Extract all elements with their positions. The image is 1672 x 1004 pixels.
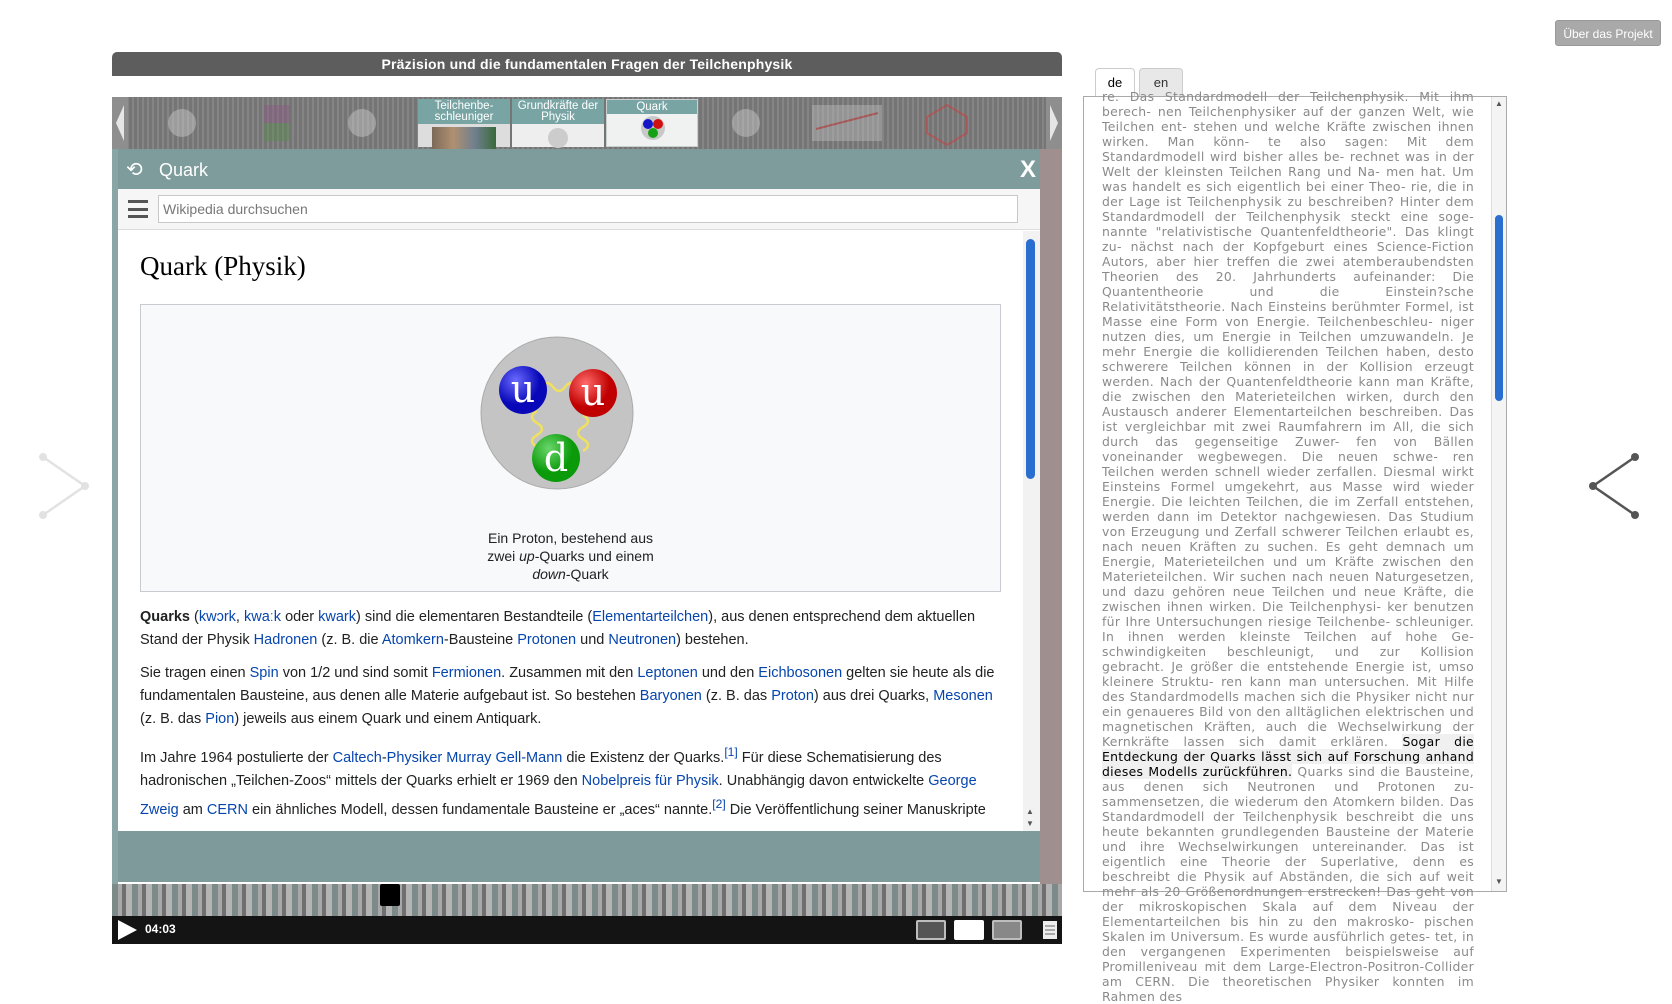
bold-term: Quarks — [140, 609, 190, 625]
close-icon[interactable]: X — [1019, 156, 1036, 183]
scroll-down-icon[interactable]: ▼ — [1026, 819, 1034, 828]
video-player — [112, 52, 1062, 936]
thumbnail-label: Teilchenbe-schleuniger — [418, 99, 510, 124]
previous-chapter-icon[interactable] — [38, 450, 96, 522]
wiki-scrollbar[interactable] — [1023, 231, 1040, 831]
thumbnail-graph[interactable] — [802, 99, 892, 147]
thumbnail-teilchenbeschleuniger[interactable] — [418, 99, 510, 147]
article-link[interactable]: Atomkern — [381, 632, 444, 648]
article-link[interactable]: Nobelpreis für Physik — [581, 772, 719, 789]
thumbnail-wiki-3[interactable] — [716, 99, 776, 147]
control-bar — [112, 916, 1062, 944]
article-link[interactable]: Baryonen — [639, 688, 702, 704]
wikipedia-panel — [118, 151, 1040, 831]
thumbnail-label: Grundkräfte der Physik — [512, 99, 604, 124]
wiki-panel-title: Quark — [159, 160, 209, 180]
video-right-edge — [1040, 149, 1062, 884]
transcript-scroll-thumb[interactable] — [1495, 215, 1503, 401]
article-link[interactable]: Protonen — [517, 632, 577, 648]
transcript-current-sentence: Sogar die Entdeckung der Quarks lässt sich auf Forschung anhand dieses Modells zurückführen. — [1102, 734, 1474, 779]
article-link[interactable]: Proton — [771, 688, 814, 704]
image-caption — [141, 529, 1000, 583]
tab-en[interactable]: en — [1139, 68, 1183, 96]
reload-icon[interactable]: ⟲ — [126, 159, 143, 181]
caption-text: -Quarks und einem — [534, 548, 654, 564]
scroll-up-icon[interactable]: ▲ — [1026, 807, 1034, 816]
document-icon[interactable] — [1042, 920, 1058, 940]
article-link[interactable]: kwaːk — [243, 609, 282, 625]
strip-left-arrow-icon[interactable] — [112, 97, 128, 149]
filmstrip-view-icon[interactable] — [916, 920, 946, 940]
article-link[interactable]: Spin — [249, 665, 279, 681]
playback-time: 04:03 — [145, 922, 176, 936]
article-paragraph-2: Sie tragen einen Spin von 1/2 und sind somit Fermionen. Zusammen mit den Leptonen und den Eichbosonen gelten sie heute als die fundamentalen Bausteine, aus denen alle Materie aufgebaut ist. So bestehen Baryonen (z. B. das Proton) aus drei Quarks, Mesonen (z. B. das Pion) jeweils aus einem Quark und einem Antiquark. — [140, 665, 995, 727]
next-chapter-icon[interactable] — [1582, 450, 1640, 522]
article-infobox — [140, 304, 1001, 592]
article-title: Quark (Physik) — [140, 251, 306, 281]
caption-text: -Quark — [565, 566, 609, 582]
transcript-text — [1102, 89, 1474, 1004]
caption-line-1: Ein Proton, bestehend aus — [487, 530, 653, 546]
wiki-panel-header — [118, 151, 1040, 189]
about-project-button[interactable]: Über das Projekt — [1555, 20, 1661, 46]
article-link[interactable]: CERN — [206, 801, 248, 818]
article-link[interactable]: Caltech — [332, 749, 382, 766]
video-frame — [112, 149, 1062, 882]
video-title: Präzision und die fundamentalen Fragen der Teilchenphysik — [112, 52, 1062, 76]
reference-link[interactable]: [2] — [712, 796, 726, 811]
wiki-search-input[interactable]: Wikipedia durchsuchen — [158, 195, 1018, 223]
quark-label-up-1: u — [510, 367, 536, 411]
transcript-scrollbar[interactable] — [1491, 97, 1506, 891]
chapter-thumbnail-strip — [112, 97, 1062, 149]
article-link[interactable]: Neutronen — [608, 632, 677, 648]
thumbnail-wiki-2[interactable] — [332, 99, 392, 147]
thumbnail-label: Quark — [607, 100, 697, 114]
article-link[interactable]: Elementarteilchen — [592, 609, 709, 625]
thumbnail-table[interactable] — [252, 99, 302, 147]
quark-label-up-2: u — [580, 370, 606, 414]
thumbnail-wiki-1[interactable] — [152, 99, 212, 147]
article-link[interactable]: Leptonen — [637, 665, 698, 681]
timeline-scrubber[interactable] — [112, 884, 1062, 916]
article-link[interactable]: kwark — [318, 609, 357, 625]
hamburger-menu-icon[interactable] — [128, 200, 148, 218]
article-link[interactable]: Hadronen — [253, 632, 318, 648]
scroll-up-icon[interactable]: ▲ — [1495, 99, 1503, 108]
article-paragraph-3: Im Jahre 1964 postulierte der Caltech-Physiker Murray Gell-Mann die Existenz der Quarks.[1] Für diese Schematisierung des hadronischen „Teilchen-Zoos“ mittels der Quarks erhielt er 1969 den Nobelpreis für Physik. Unabhängig davon entwickelte George Zweig am CERN ein ähnliches Modell, dessen fundamentale Bausteine er „aces“ nannte.[2] Die Veröffentlichung seiner Manuskripte — [140, 745, 986, 818]
article-link[interactable]: Pion — [205, 711, 235, 727]
play-icon[interactable] — [116, 919, 138, 941]
caption-italic: down — [532, 566, 566, 582]
wiki-article — [118, 231, 1023, 831]
tab-de[interactable]: de — [1095, 68, 1135, 96]
article-paragraph-1: Quarks (kwɔrk, kwaːk oder kwark) sind die elementaren Bestandteile (Elementarteilchen), aus denen entsprechend dem aktuellen Stand der Physik Hadronen (z. B. die Atomkern-Bausteine Protonen und Neutronen) bestehen. — [140, 609, 976, 648]
thumbnail-diagram[interactable] — [912, 99, 982, 147]
article-link[interactable]: kwɔrk — [198, 609, 236, 625]
video-view-icon[interactable] — [954, 920, 984, 940]
article-link[interactable]: George Zweig — [140, 772, 977, 818]
fullscreen-view-icon[interactable] — [992, 920, 1022, 940]
caption-italic: up — [519, 548, 535, 564]
caption-text: zwei — [487, 548, 520, 564]
strip-right-arrow-icon[interactable] — [1046, 97, 1062, 149]
thumbnail-grundkraefte[interactable] — [512, 99, 604, 147]
quark-label-down: d — [543, 436, 569, 480]
playhead-handle[interactable] — [380, 884, 400, 906]
article-link[interactable]: Physiker — [386, 749, 443, 766]
article-link[interactable]: Murray Gell-Mann — [446, 749, 563, 766]
transcript-panel — [1083, 89, 1507, 1004]
reference-link[interactable]: [1] — [724, 745, 738, 759]
player-controls — [112, 884, 1062, 942]
thumbnail-quark[interactable] — [606, 99, 698, 147]
transcript-upcoming-text: Quarks sind die Bausteine, aus denen sich Neutronen und Protonen zu- sammensetzen, die wiederum den Atomkern bilden. Das Standardmodell der Teilchenphysik beschreibt die uns heute bekannten grundlegenden Bausteine der Materie und ihre Wechselwirkungen untereinander. Das ist eigentlich eine Theorie der Superlative, denn es beschreibt die Physik auf Abständen, die sich auf weit mehr als 20 Größenordnungen erstrecken! Das geht von der mikroskopischen Skala auf dem Niveau der Elementarteilchen bis hin zu den makrosko- pischen Skalen im Universum. Es wurde ausführlich getes- tet, in den vergangenen Experimenten beispielsweise auf Promilleniveau mit dem Large-Electron-Positron-Collider am CERN. Die theoretischen Physiker konnten im Rahmen des — [1102, 764, 1474, 1004]
article-link[interactable]: Eichbosonen — [758, 665, 843, 681]
article-link[interactable]: Fermionen — [431, 665, 502, 681]
article-link[interactable]: Mesonen — [933, 688, 993, 704]
wiki-search-bar — [118, 189, 1040, 230]
transcript-past-text: re. Das Standardmodell der Teilchenphysik. Mit ihm berech- nen Teilchenphysiker auf der ganzen Welt, wie Teilchen ent- stehen und welche Kräfte zwischen ihnen wirken. Man könn- te also sagen: Mit dem Standardmodell wird bisher alles be- rechnet was in der Welt der kleinsten Teilchen Rang und Na- men hat. Um was handelt es sich eigentlich bei einer Theo- rie, die in der Lage ist Teilchenphysik zu beschreiben? Hinter dem Standardmodell der Teilchenphysik steckt eine soge- nannte "relativistische Quantenfeldtheorie". Das klingt zu- nächst nach der Kopfgeburt eines Science-Fiction Autors, aber hier treffen die zwei atemberaubendsten Theorien des 20. Jahrhunderts aufeinander: Die Quantentheorie und die Einstein?sche Relativitätstheorie. Nach Einsteins berühmter Formel, ist Masse eine Form von Energie. Teilchenbeschleu- niger nutzen dies, um Energie in Teilchen umzuwandeln. Je mehr Energie die kollidierenden Teilchen haben, desto schwerere Teilchen können in der Kollision erzeugt werden. Nach der Quantenfeldtheorie kann man Kräfte, die zwischen den Materieteilchen wirken, durch den Austausch anderer Elementarteilchen beschreiben. Das ist vergleichbar mit zwei Raumfahrern im All, die sich durch das gegenseitige Zuwer- fen von Bällen voneinander wegbewegen. Die neuen schwe- ren Teilchen werden schnell wieder zerfallen. Diesmal wirkt Einsteins Formel umgekehrt, aus Masse wird wieder Energie. Die leichten Teilchen, die im Zerfall entstehen, werden dann im Detektor nachgewiesen. Das Studium von Erzeugung und Zerfall schwerer Teilchen erlaubt es, nach neuen Kräften zu suchen. Es geht demnach um Energie, Materieteilchen und um Kräfte zwischen den Materieteilchen. Wir suchen nach neuen Naturgesetzen, und dazu gehören neue Teilchen und neue Kräfte, die zwischen ihnen wirken. Die Teilchenphysi- ker benutzen für Ihre Untersuchungen riesige Teilchenbe- schleuniger. In ihnen werden kleinste Teilchen auf hohe Ge- schwindigkeiten beschleunigt, und zur Kollision gebracht. Je größer die entstehende Energie ist, umso kleinere Struktu- ren kann man untersuchen. Mit Hilfe des Standardmodells machen sich die Physiker nicht nur ein genaueres Bild von den alltäglichen elektrischen und magnetischen Kräften, auch die Wechselwirkung der Kernkräfte lassen sich damit erklären. — [1102, 89, 1474, 749]
wiki-scroll-thumb[interactable] — [1026, 239, 1035, 479]
proton-diagram-image[interactable] — [479, 335, 635, 491]
scroll-down-icon[interactable]: ▼ — [1495, 877, 1503, 886]
